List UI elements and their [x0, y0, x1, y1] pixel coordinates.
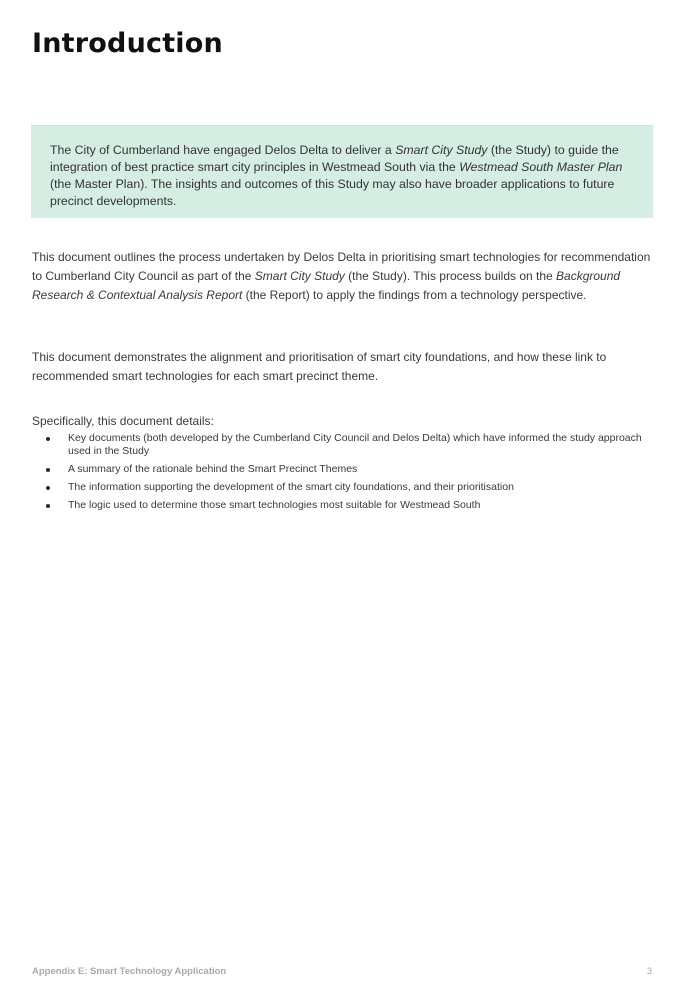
details-bullet-list: [32, 432, 652, 517]
paragraph-text: (the Report) to apply the findings from a technology perspective.: [242, 288, 587, 302]
intro-callout-box: [31, 125, 653, 218]
footer-page-number: 3: [646, 966, 652, 976]
page-title: Introduction: [32, 28, 223, 59]
paragraph-process: [32, 248, 654, 305]
footer-document-title: Appendix E: Smart Technology Application: [32, 966, 227, 977]
callout-study-title: Smart City Study: [395, 143, 488, 157]
list-item-text: Key documents (both developed by the Cumberland City Council and Delos Delta) which have informed the study approach used in the Study: [68, 432, 642, 457]
list-item-text: A summary of the rationale behind the Smart Precinct Themes: [68, 463, 358, 475]
list-item: [32, 499, 652, 512]
list-item: [32, 481, 652, 494]
bullet-icon: [46, 486, 50, 490]
paragraph-text: This document outlines the process undertaken by Delos Delta in prioritising smart technologies for recommendation to Cumberland City Council as part of the: [32, 250, 651, 283]
bullet-icon: [46, 468, 50, 472]
list-item: [32, 463, 652, 476]
list-item-text: The logic used to determine those smart technologies most suitable for Westmead South: [68, 499, 481, 511]
callout-text: (the Master Plan). The insights and outcomes of this Study may also have broader applications to future precinct developments.: [50, 177, 615, 208]
list-item-text: The information supporting the development of the smart city foundations, and their prioritisation: [68, 481, 514, 493]
paragraph-details-intro: Specifically, this document details:: [32, 414, 214, 428]
callout-text: (the Study) to guide the integration of best practice smart city principles in Westmead South via the: [50, 143, 619, 174]
list-item: [32, 432, 652, 458]
paragraph-alignment: This document demonstrates the alignment and prioritisation of smart city foundations, and how these link to recommended smart technologies for each smart precinct theme.: [32, 350, 607, 383]
callout-master-plan-title: Westmead South Master Plan: [459, 160, 623, 174]
paragraph-report-title: Background Research & Contextual Analysis Report: [32, 269, 621, 302]
bullet-icon: [46, 504, 50, 508]
paragraph-text: (the Study). This process builds on the: [344, 269, 557, 283]
callout-text: The City of Cumberland have engaged Delos Delta to deliver a: [50, 143, 396, 157]
paragraph-study-title: Smart City Study: [254, 269, 345, 283]
bullet-icon: [46, 437, 50, 441]
